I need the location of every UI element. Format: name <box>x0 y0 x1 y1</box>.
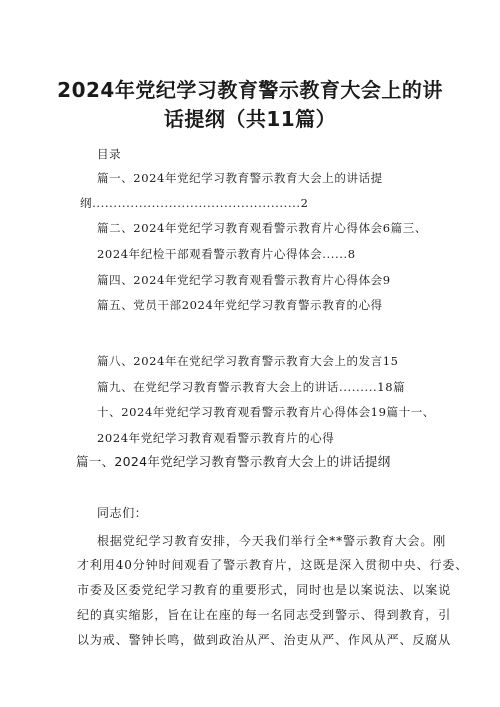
toc-entry: 纲.................................................2 <box>80 196 309 210</box>
paragraph-line: 才利用40分钟时间观看了警示教育片，这既是深入贯彻中央、行委、 <box>77 558 469 572</box>
salutation: 同志们： <box>97 506 148 520</box>
toc-label: 目录 <box>97 147 122 161</box>
paragraph-line: 根据党纪学习教育安排，今天我们举行全**警示教育大会。刚 <box>97 534 447 548</box>
section-heading: 篇一、2024年党纪学习教育警示教育大会上的讲话提纲 <box>76 454 391 469</box>
toc-entry: 篇八、2024年在党纪学习教育警示教育大会上的发言15 <box>97 354 399 368</box>
document-title-line-2: 话提纲（共11篇） <box>163 107 337 131</box>
toc-entry: 篇二、2024年党纪学习教育观看警示教育片心得体会6篇三、 <box>97 221 427 235</box>
toc-entry: 篇九、在党纪学习教育警示教育大会上的讲话.........18篇 <box>97 380 406 394</box>
toc-entry: 2024年纪检干部观看警示教育片心得体会......8 <box>97 247 356 261</box>
toc-entry: 篇五、党员干部2024年党纪学习教育警示教育的心得 <box>97 298 383 312</box>
toc-entry: 十、2024年党纪学习教育观看警示教育片心得体会19篇十一、 <box>97 405 435 419</box>
toc-entry: 篇四、2024年党纪学习教育观看警示教育片心得体会9 <box>97 273 391 287</box>
document-title-line-1: 2024年党纪学习教育警示教育大会上的讲 <box>57 78 443 102</box>
paragraph-line: 以为戒、警钟长鸣，做到政治从严、治吏从严、作风从严、反腐从 <box>77 633 452 647</box>
paragraph-line: 市委及区委党纪学习教育的重要形式，同时也是以案说法、以案说 <box>77 583 452 597</box>
paragraph-line: 纪的真实缩影，旨在让在座的每一名同志受到警示、得到教育，引 <box>77 608 452 622</box>
toc-entry: 2024年党纪学习教育观看警示教育片的心得 <box>97 431 335 445</box>
toc-entry: 篇一、2024年党纪学习教育警示教育大会上的讲话提 <box>97 171 383 185</box>
